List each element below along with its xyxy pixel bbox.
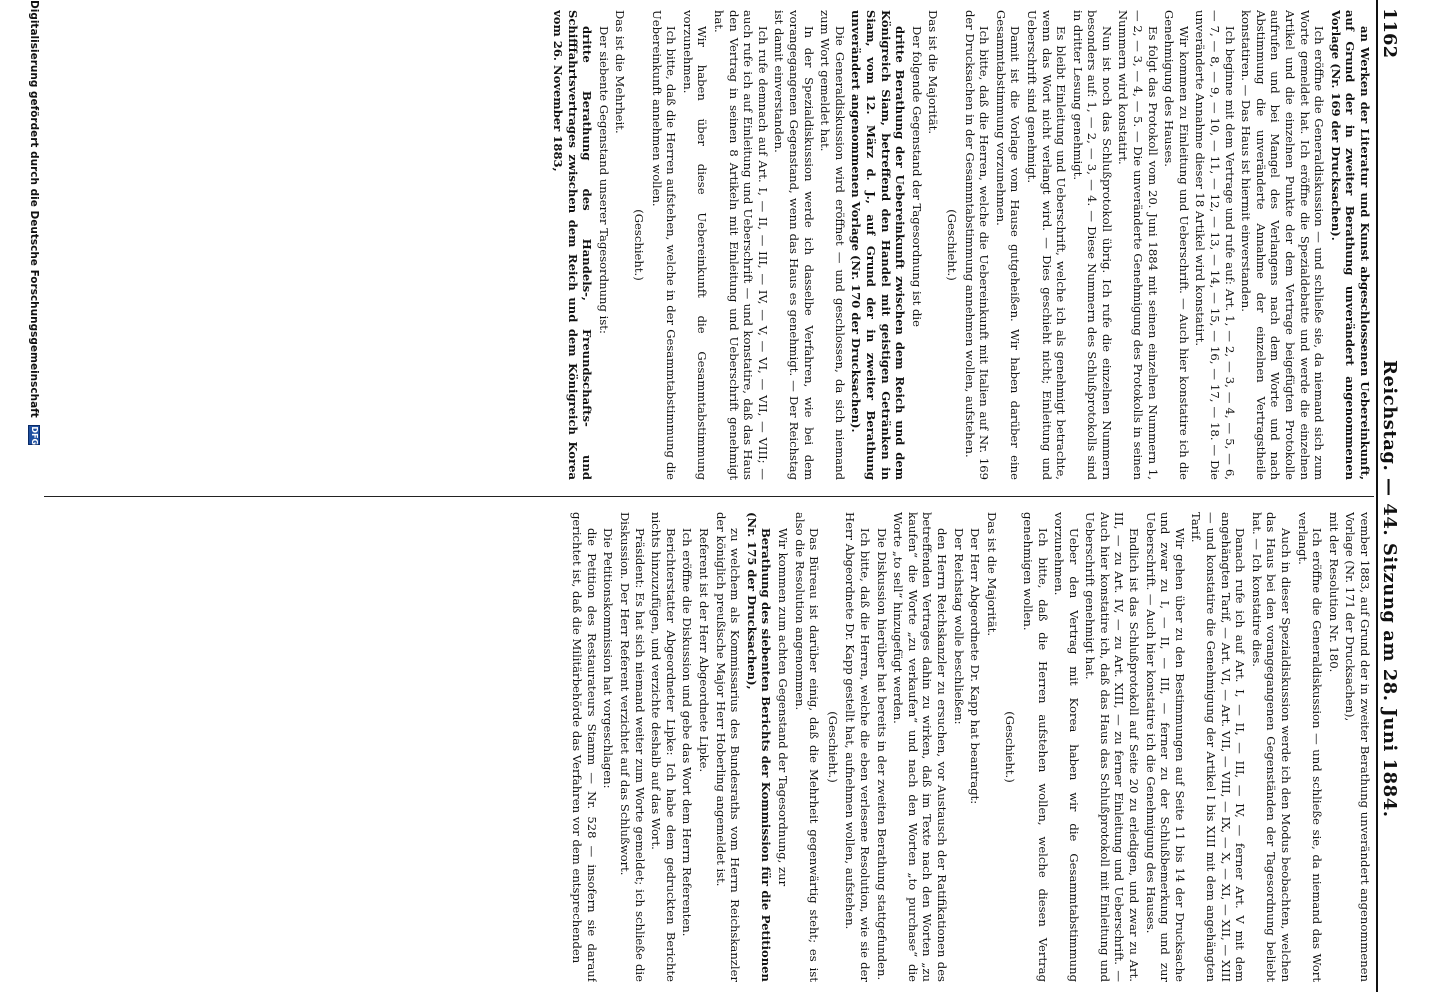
paragraph: Das Büreau ist darüber einig, daß die Mehrheit gegenwärtig steht; es ist also die Resolution angenommen. — [792, 512, 822, 982]
paragraph: vember 1883, auf Grund der in zweiter Berathung unverändert angenommenen Vorlage (Nr. 171 der Drucksachen), — [1343, 512, 1372, 982]
paragraph: Die Petitionskommission hat vorgeschlagen: — [601, 528, 616, 789]
paragraph: Es bleibt Einleitung und Ueberschrift, welche ich als genehmigt betrachte, wenn das Wort nicht verlangt wird. — Dies geschieht nicht; Einleitung und Ueberschrift sind genehmigt. — [1024, 10, 1069, 480]
page-number: 1162 — [1379, 8, 1400, 59]
left-column — [47, 10, 1372, 480]
paragraph: Der folgende Gegenstand der Tagesordnung ist die — [909, 26, 924, 327]
column-divider — [44, 496, 1374, 497]
paragraph: den Herrn Reichskanzler zu ersuchen, vor Austausch der Ratifikationen des betreffenden Vertrages dahin zu wirken, daß im Texte nach den Worten „zu kaufen“ die Worte „zu verkaufen“ und nach den Worten „to purchase“ die Worte „to sell“ hinzugefügt werden. — [891, 512, 949, 982]
paragraph: Wir kommen zu Einleitung und Ueberschrift. — Auch hier konstatire ich die Genehmigung des Hauses. — [1162, 10, 1191, 480]
paragraph: Ich beginne mit dem Vertrage und rufe auf: Art. 1, — 2, — 3, — 4, — 5, — 6, — 7, — 8, — 9, — 10, — 11, — 12, — 13, — 14, — 15, — 16, — 17, — 18. — Die unveränderte Annahme dieser 18 Artikel wird konstatirt. — [1193, 10, 1237, 480]
paragraph: Wir kommen zum achten Gegenstand der Tagesordnung, zur — [776, 528, 791, 887]
paragraph: mit der Resolution Nr. 180. — [1326, 512, 1341, 673]
running-title: Reichstag. — 44. Sitzung am 28. Juni 1884. — [1379, 360, 1400, 818]
paragraph: Es folgt das Protokoll vom 20. Juni 1884 mit seinen einzelnen Nummern 1, — 2, — 3, — 4, — 5. — Die unveränderte Genehmigung des Protokolls in seinen Nummern wird konstatirt. — [1116, 10, 1160, 480]
paragraph: Die Generaldiskussion wird eröffnet — und geschlossen, da sich niemand zum Wort gemeldet hat. — [818, 10, 847, 480]
paragraph: Nun ist noch das Schlußprotokoll übrig. Ich rufe die einzelnen Nummern besonders auf: 1, — 2, — 3, — 4. — Diese Nummern des Schlußprotokolls sind in dritter Lesung genehmigt. — [1070, 10, 1114, 480]
paragraph: Ich eröffne die Generaldiskussion — und schließe sie, da niemand sich zum Worte gemeldet hat. Ich eröffne die Spezialdebatte und werde die einzelnen Artikel und die einzelnen Punkte der dem Vertrage beigefügten Protokolle aufrufen und bei Mangel des Verlangens nach dem Worte und nach Abstimmung die unveränderte Annahme der einzelnen Vertragstheile konstatiren. — Das Haus ist hiermit einverstanden. — [1239, 10, 1327, 480]
paragraph: Referent ist der Herr Abgeordnete Lipke. — [697, 528, 712, 773]
agenda-item-heading: dritte Berathung des Handels-, Freundschafts- und Schifffahrtsvertrages zwischen dem Reich und dem Königreich Korea vom 26. November 1883, — [551, 10, 595, 480]
footer-credit — [20, 0, 40, 1000]
paragraph: Der siebente Gegenstand unserer Tagesordnung ist: — [596, 26, 611, 334]
footer-text: Digitalisierung gefördert durch die Deutsche Forschungsgemeinschaft — [28, 0, 40, 418]
agenda-item-heading: dritte Berathung der Uebereinkunft zwischen dem Reich und dem Königreich Siam, betreffend den Handel mit geistigen Getränken in Siam, vom 12. März d. J., auf Grund der in zweiter Berathung unverändert angenommenen Vorlage (Nr. 170 der Drucksachen). — [849, 10, 908, 480]
paragraph: Wir haben über diese Uebereinkunft die Gesammtabstimmung vorzunehmen. — [680, 10, 710, 480]
agenda-item-heading: Berathung des siebenten Berichts der Kommission für die Petitionen (Nr. 175 der Drucksachen), — [744, 512, 774, 982]
paragraph: Das ist die Majorität. — [984, 512, 999, 637]
paragraph: Präsident: Es hat sich niemand weiter zum Worte gemeldet; ich schließe die Diskussion. Der Herr Referent verzichtet auf das Schlußwort. — [618, 512, 647, 982]
paragraph: Ich bitte, daß die Herren, welche die eben verlesene Resolution, wie sie der Herr Abgeordnete Dr. Kapp gestellt hat, aufnehmen wollen, aufstehen. — [843, 512, 872, 982]
right-column — [47, 512, 1372, 982]
page-header — [1376, 0, 1406, 992]
paragraph: Ich bitte, daß die Herren, welche die Uebereinkunft mit Italien auf Nr. 169 der Drucksachen in der Gesammtabstimmung annehmen wollen, aufstehen. — [962, 10, 992, 480]
stage-direction: (Geschieht.) — [632, 209, 647, 281]
agenda-item-heading: an Werken der Literatur und Kunst abgeschlossenen Uebereinkunft, auf Grund der in zweiter Berathung unverändert angenommenen Vorlage (Nr. 169 der Drucksachen). — [1328, 10, 1372, 480]
paragraph: die Petition des Restaurateurs Stamm — Nr. 528 — insofern sie darauf gerichtet ist, daß die Militärbehörde das Verfahren vor dem entsprechenden — [570, 512, 599, 982]
paragraph: Ich rufe demnach auf Art. I, — II, — III, — IV, — V, — VI, — VII, — VIII; — auch rufe ich auf Einleitung und Ueberschrift — und konstatire, daß das Haus den Vertrag in seinen 8 Artikeln mit Einleitung und Ueberschrift genehmigt hat. — [712, 10, 770, 480]
paragraph: Berichterstatter Abgeordneter Lipke: Ich habe dem gedruckten Berichte nichts hinzuzufügen, und verzichte deshalb auf das Wort. — [649, 512, 678, 982]
paragraph: In der Spezialdiskussion werde ich dasselbe Verfahren, wie bei dem vorangegangenen Gegenstand, wenn das Haus es genehmigt. — Der Reichstag ist damit einverstanden. — [772, 10, 816, 480]
paragraph: Ich eröffne die Diskussion und gebe das Wort dem Herrn Referenten. — [680, 528, 695, 937]
paragraph: Der Reichstag wolle beschließen: — [951, 528, 966, 725]
paragraph: Das ist die Mehrheit. — [613, 10, 628, 134]
paragraph: Das ist die Majorität. — [926, 10, 941, 135]
stage-direction: (Geschieht.) — [944, 209, 959, 281]
header-rule — [1376, 0, 1378, 992]
paragraph: zu welchem als Kommissarius des Bundesraths vom Herrn Reichskanzler der königlich preußische Major Herr Hoberling angemeldet ist. — [713, 512, 743, 982]
paragraph: Ich bitte, daß die Herren aufstehen wollen, welche diesen Vertrag genehmigen wollen. — [1020, 512, 1050, 982]
paragraph: Die Diskussion hierüber hat bereits in der zweiten Berathung stattgefunden. — [874, 528, 889, 981]
paragraph: Ich eröffne die Generaldiskussion — und schließe sie, da niemand das Wort verlangt. — [1295, 512, 1325, 982]
stage-direction: (Geschieht.) — [825, 711, 840, 783]
paragraph: Der Herr Abgeordnete Dr. Kapp hat beantragt: — [968, 528, 983, 805]
paragraph: Danach rufe ich auf Art. I, — II, — III, — IV, — ferner Art. V mit dem angehängten Tarif, — Art. VI, — Art. VII, — VIII, — IX, — X, — XI, — XII, — XIII — und konstatire die Genehmigung der Artikel I bis XIII mit dem angehängten Tarif. — [1189, 512, 1248, 982]
paragraph: Endlich ist das Schlußprotokoll auf Seite 20 zu erledigen, und zwar zu Art. III, — zu Art. IV, — zu Art. XIII, — zu ferner Einleitung und Ueberschrift. — Auch hier konstatire ich, daß das Haus das Schlußprotokoll mit Einleitung und Ueberschrift genehmigt hat. — [1083, 512, 1142, 982]
paragraph: Ich bitte, daß die Herren aufstehen, welche in der Gesammtabstimmung die Uebereinkunft annehmen wollen. — [649, 10, 679, 480]
stage-direction: (Geschieht.) — [1003, 711, 1018, 783]
paragraph: Auch in dieser Spezialdiskussion werde ich den Modus beobachten, welchen das Haus bei den vorangegangenen Gegenständen der Tagesordnung beliebt hat. — Ich konstatire dies. — [1249, 512, 1294, 982]
dfg-logo-icon: DFG — [30, 426, 39, 446]
paragraph: Ueber den Vertrag mit Korea haben wir die Gesammtabstimmung vorzunehmen. — [1052, 512, 1081, 982]
paragraph: Damit ist die Vorlage vom Hause gutgeheißen. Wir haben darüber eine Gesammtabstimmung vorzunehmen. — [993, 10, 1023, 480]
paragraph: Wir gehen über zu den Bestimmungen auf Seite 11 bis 14 der Drucksache und zwar zu I, — II, — III, — ferner zu der Schlußbemerkung und zur Ueberschrift. — Auch hier konstatire ich die Genehmigung des Hauses. — [1143, 512, 1187, 982]
